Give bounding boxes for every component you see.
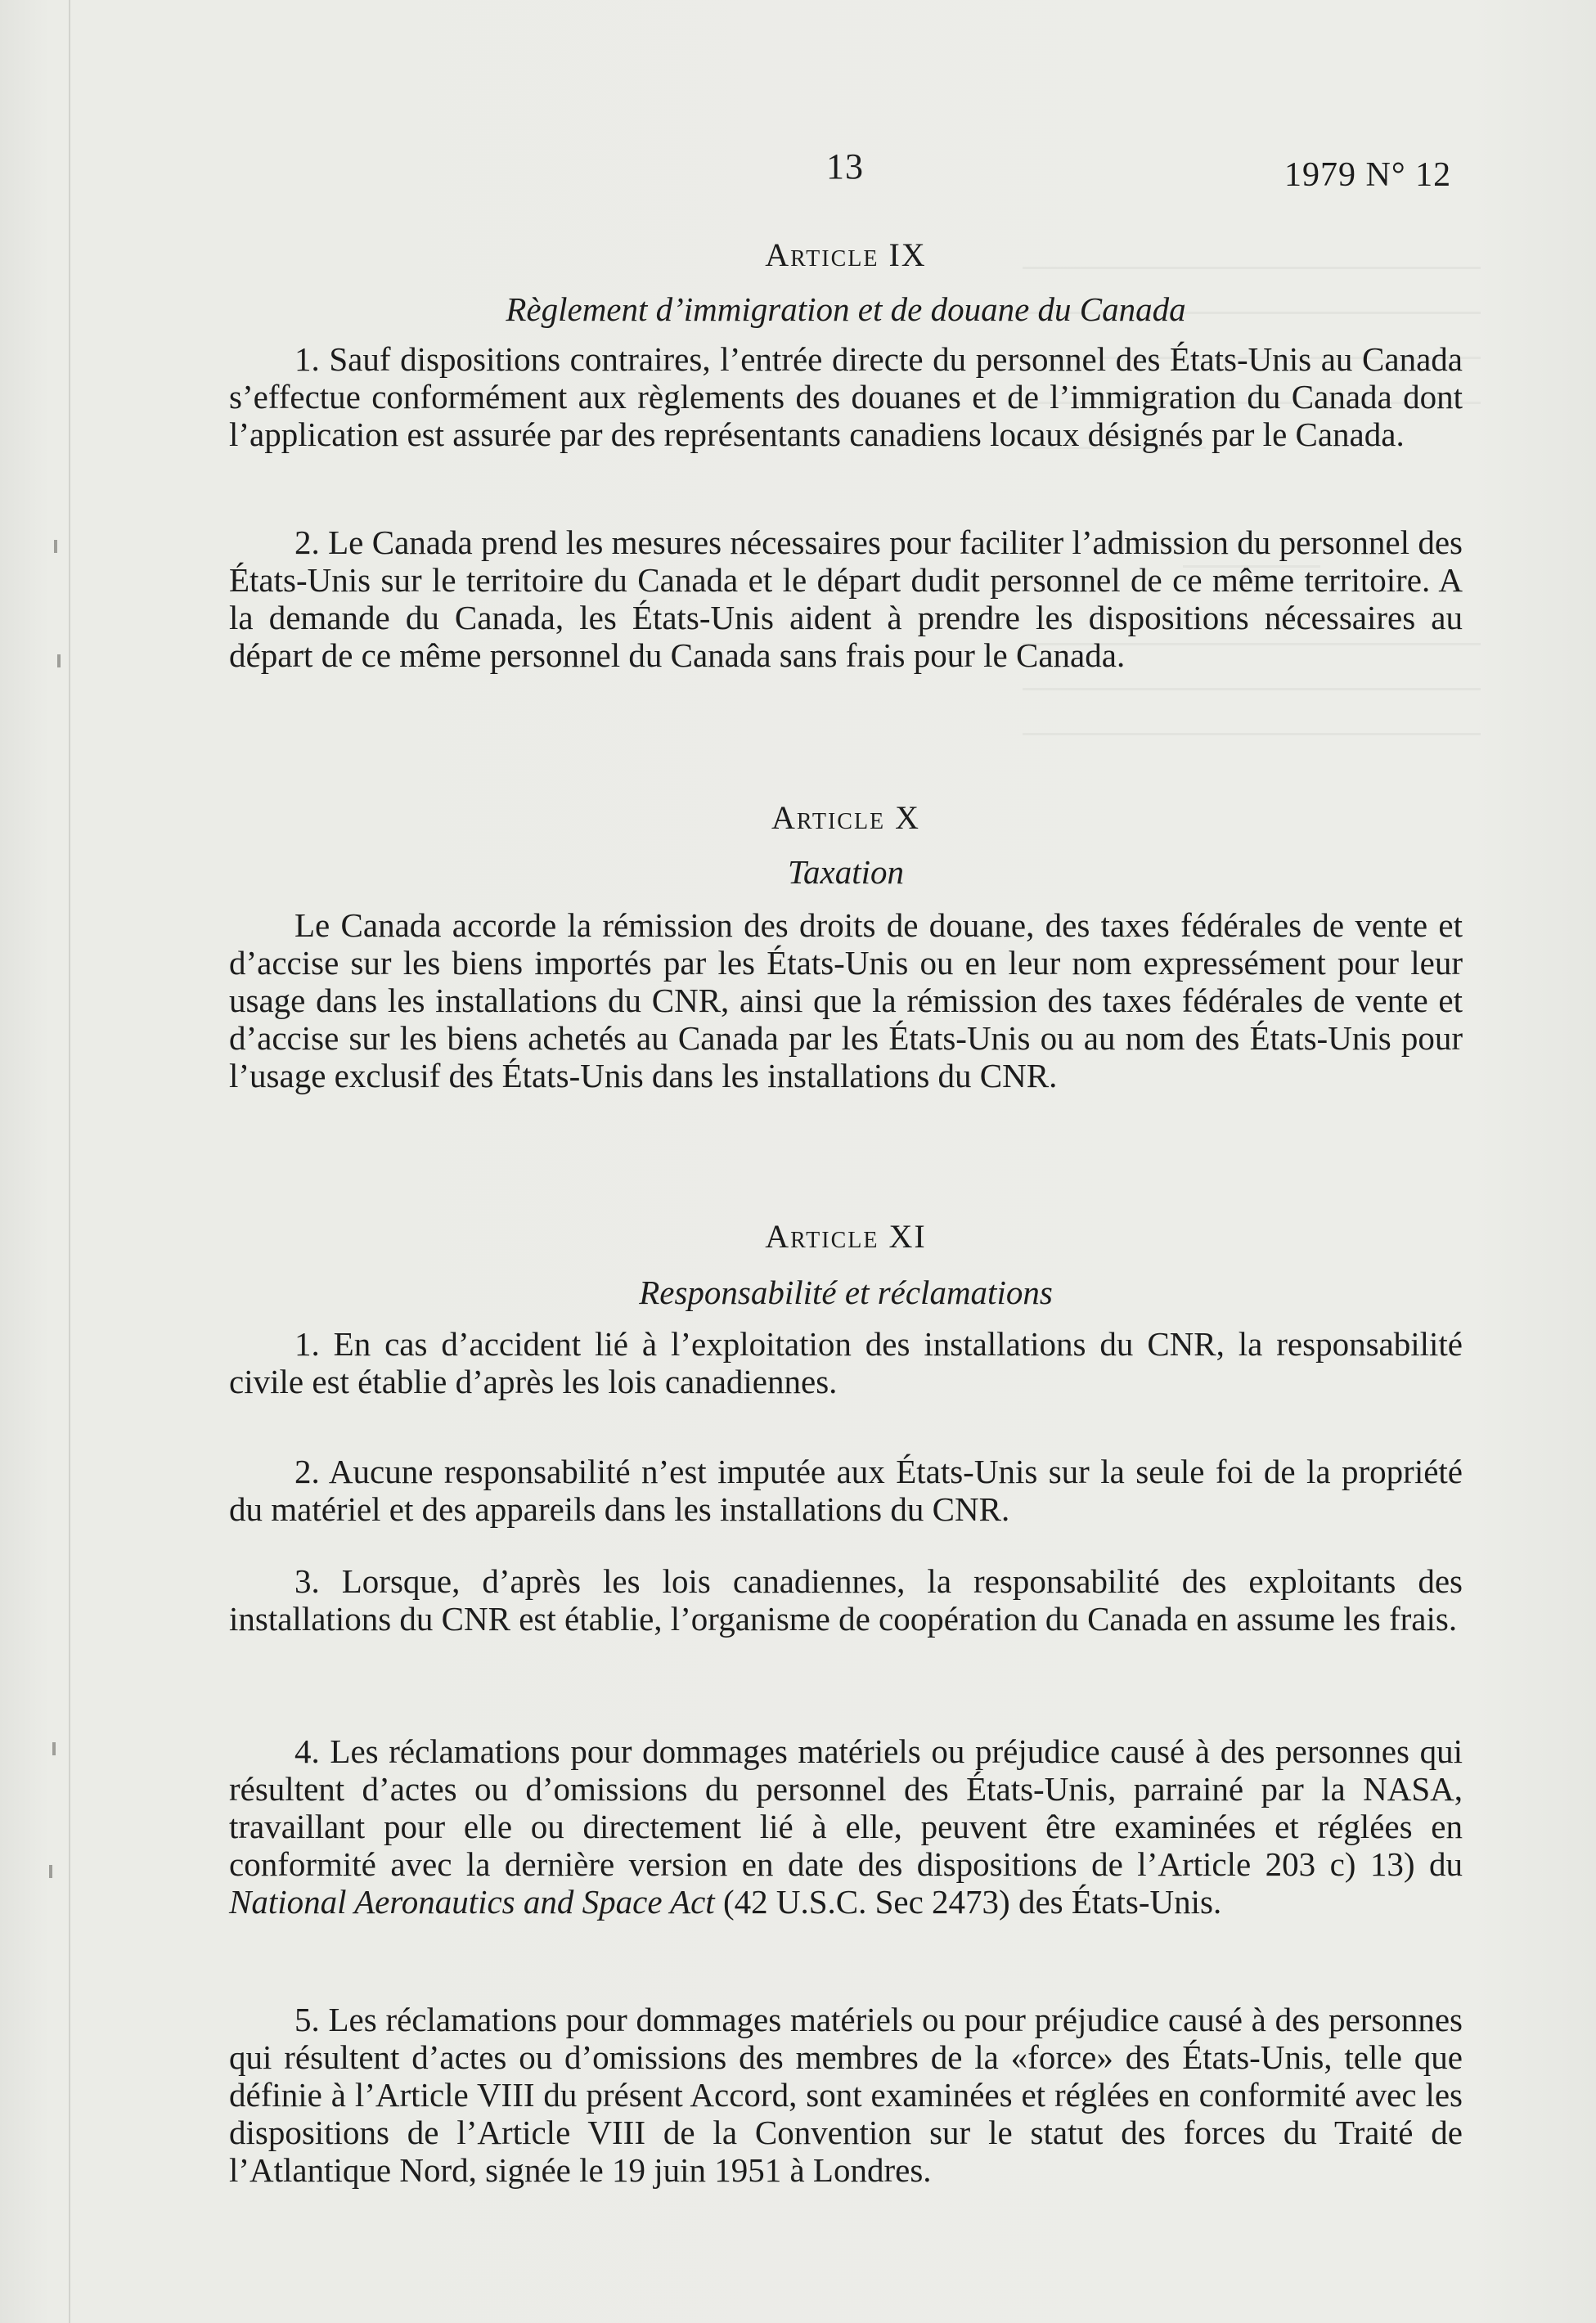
article-body xyxy=(229,1562,1463,1638)
paragraph-text: (42 U.S.C. Sec 2473) des États-Unis. xyxy=(714,1883,1222,1921)
article-subtitle: Règlement d’immigration et de douane du Canada xyxy=(506,290,1186,328)
article-body xyxy=(229,2001,1463,2189)
margin-mark xyxy=(52,1742,56,1755)
paragraph-text: 4. Les réclamations pour dommages matériels ou préjudice causé à des personnes qui résultent d’actes ou d’omissions du personnel des États-Unis, parrainé par la NASA, travaillant pour elle ou directement lié à elle, peuvent être examinées et réglées en conformité avec la dernière version en date des dispositions de l’Article 203 c) 13) du xyxy=(229,1732,1463,1883)
article-body xyxy=(229,340,1463,453)
article-body xyxy=(229,1453,1463,1528)
margin-mark xyxy=(54,540,57,553)
article-body xyxy=(229,1732,1463,1921)
article-body xyxy=(229,906,1463,1094)
paragraph: 1. En cas d’accident lié à l’exploitation des installations du CNR, la responsabilité civile est établie d’après les lois canadiennes. xyxy=(229,1325,1463,1400)
paragraph: Le Canada accorde la rémission des droits de douane, des taxes fédérales de vente et d’accise sur les biens importés par les États-Unis ou en leur nom expressément pour leur usage dans les installations du CNR, ainsi que la rémission des taxes fédérales de vente et d’accise sur les biens achetés au Canada par les États-Unis ou au nom des États-Unis pour l’usage exclusif des États-Unis dans les installations du CNR. xyxy=(229,906,1463,1094)
margin-mark xyxy=(57,654,61,667)
paragraph: 5. Les réclamations pour dommages matériels ou pour préjudice causé à des personnes qui résultent d’actes ou d’omissions des membres de la «force» des États-Unis, telle que définie à l’Article VIII du présent Accord, sont examinées et réglées en conformité avec les dispositions de l’Article VIII de la Convention sur le statut des forces du Traité de l’Atlantique Nord, signée le 19 juin 1951 à Londres. xyxy=(229,2001,1463,2189)
year-number: 1979 N° 12 xyxy=(1284,156,1452,194)
article-heading: Article X xyxy=(771,799,921,836)
page-edge-shadow xyxy=(69,0,70,2323)
article-heading: Article XI xyxy=(765,1218,927,1255)
margin-mark xyxy=(49,1865,52,1878)
article-body xyxy=(229,523,1463,674)
paragraph: 3. Lorsque, d’après les lois canadiennes, la responsabilité des exploitants des installations du CNR est établie, l’organisme de coopération du Canada en assume les frais. xyxy=(229,1562,1463,1638)
page-number: 13 xyxy=(826,146,864,186)
article-heading: Article IX xyxy=(765,236,927,273)
article-subtitle: Taxation xyxy=(787,853,905,891)
paragraph: 2. Le Canada prend les mesures nécessaires pour faciliter l’admission du personnel des États-Unis sur le territoire du Canada et le départ dudit personnel de ce même territoire. A la demande du Canada, les États-Unis aident à prendre les dispositions nécessaires au départ de ce même personnel du Canada sans frais pour le Canada. xyxy=(229,523,1463,674)
paragraph: 1. Sauf dispositions contraires, l’entrée directe du personnel des États-Unis au Canada s’effectue conformément aux règlements des douanes et de l’immigration du Canada dont l’application est assurée par des représentants canadiens locaux désignés par le Canada. xyxy=(229,340,1463,453)
paragraph: 2. Aucune responsabilité n’est imputée aux États-Unis sur la seule foi de la propriété du matériel et des appareils dans les installations du CNR. xyxy=(229,1453,1463,1528)
article-subtitle: Responsabilité et réclamations xyxy=(639,1274,1053,1311)
article-body xyxy=(229,1325,1463,1400)
paragraph xyxy=(229,1732,1463,1921)
act-title: National Aeronautics and Space Act xyxy=(229,1883,715,1921)
